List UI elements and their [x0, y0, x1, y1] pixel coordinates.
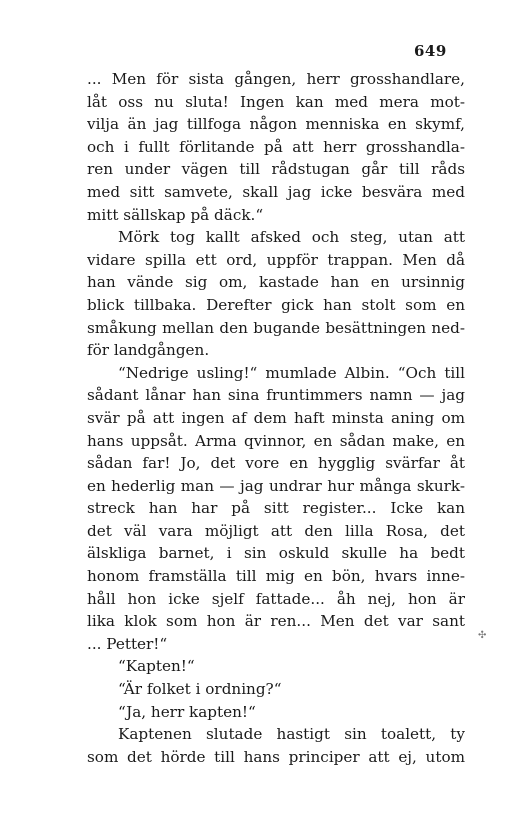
text-line: streck han har på sitt register... Icke kan [87, 499, 465, 518]
body-text [87, 68, 465, 768]
text-line: svär på att ingen af dem haft minsta aning om [87, 408, 465, 427]
text-line: Kaptenen slutade hastigt sin toalett, ty [118, 725, 465, 744]
text-line: det väl vara möjligt att den lilla Rosa, det [87, 521, 465, 540]
text-line: honom framställa till mig en bön, hvars inne- [87, 567, 465, 586]
text-line: och i fullt förlitande på att herr grosshandla- [87, 137, 465, 156]
text-line: sådan far! Jo, det vore en hygglig svärfar åt [87, 454, 465, 473]
page-number: 649 [414, 42, 447, 60]
text-line: vilja än jag tillfoga någon menniska en skymf, [87, 115, 465, 134]
text-line: “Kapten!“ [118, 657, 195, 676]
text-line: ... Men för sista gången, herr grosshandlare, [87, 70, 465, 88]
text-line: småkung mellan den bugande besättningen ned- [87, 318, 465, 337]
text-line: lika klok som hon är ren... Men det var sant [87, 612, 465, 631]
text-line: han vände sig om, kastade han en ursinnig [87, 273, 465, 292]
text-line: som det hörde till hans principer att ej, utom [87, 747, 465, 766]
text-line: “Är folket i ordning?“ [118, 680, 282, 699]
text-line: älskliga barnet, i sin oskuld skulle ha bedt [87, 544, 465, 563]
text-line: blick tillbaka. Derefter gick han stolt som en [87, 295, 465, 314]
text-line: håll hon icke sjelf fattade... åh nej, hon är [87, 589, 465, 608]
text-line: Mörk tog kallt afsked och steg, utan att [118, 228, 465, 247]
text-line: hans uppsåt. Arma qvinnor, en sådan make, en [87, 431, 465, 450]
text-line: med sitt samvete, skall jag icke besvära med [87, 182, 465, 201]
text-line: en hederlig man — jag undrar hur många skurk- [87, 476, 465, 495]
text-line: “Ja, herr kapten!“ [118, 702, 256, 721]
text-line: “Nedrige usling!“ mumlade Albin. “Och till [118, 363, 465, 382]
text-line: vidare spilla ett ord, uppför trappan. Men då [87, 250, 465, 269]
text-line: mitt sällskap på däck.“ [87, 205, 264, 224]
text-line: sådant lånar han sina fruntimmers namn — jag [87, 386, 465, 405]
ornament-icon: ✣ [478, 630, 487, 641]
text-line: för landgången. [87, 341, 210, 360]
text-line: ren under vägen till rådstugan går till råds [87, 160, 465, 179]
text-line: låt oss nu sluta! Ingen kan med mera mot- [87, 92, 465, 111]
text-line: ... Petter!“ [87, 634, 168, 653]
